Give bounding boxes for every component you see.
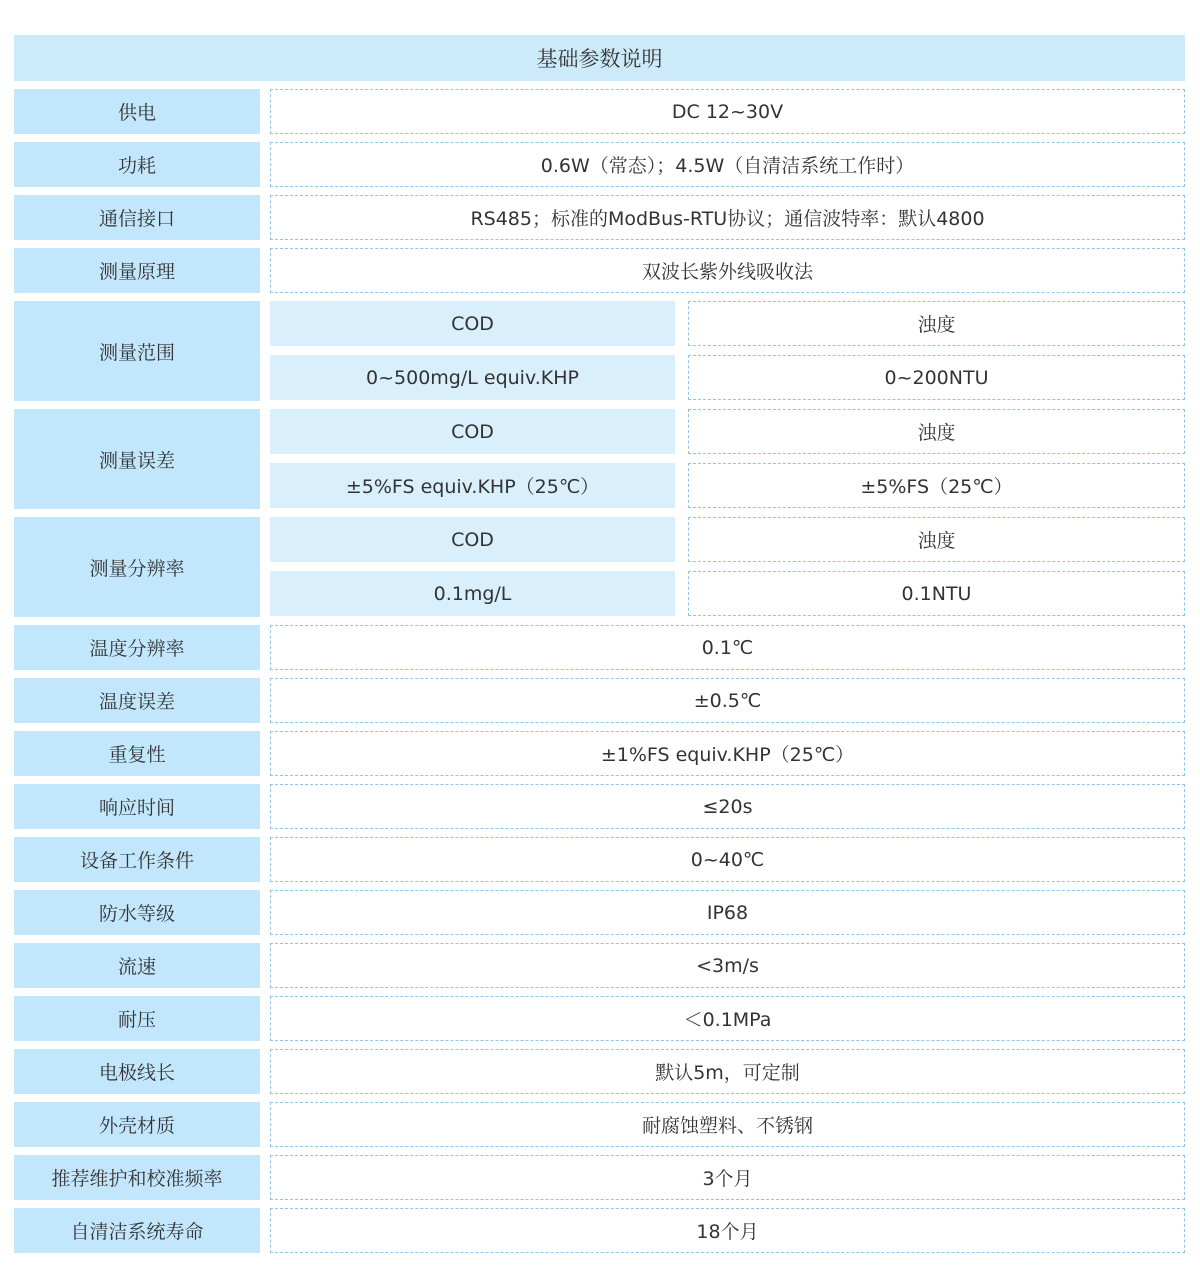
table-row-cleaning-life	[14, 1208, 1185, 1253]
cod-header: COD	[270, 301, 675, 346]
row-label: 防水等级	[14, 890, 260, 935]
row-value: IP68	[270, 890, 1185, 935]
table-row-communication	[14, 195, 1185, 240]
table-row-waterproof	[14, 890, 1185, 935]
row-value: <3m/s	[270, 943, 1185, 988]
row-label: 测量分辨率	[14, 517, 260, 617]
sub-grid	[270, 409, 1185, 509]
row-value: ±0.5℃	[270, 678, 1185, 723]
turbidity-header: 浊度	[688, 301, 1185, 346]
row-label: 电极线长	[14, 1049, 260, 1094]
table-row-error	[14, 409, 1185, 509]
table-row-power-consumption	[14, 142, 1185, 187]
table-row-operating-conditions	[14, 837, 1185, 882]
table-row-principle	[14, 248, 1185, 293]
row-label: 自清洁系统寿命	[14, 1208, 260, 1253]
table-row-housing-material	[14, 1102, 1185, 1147]
row-label: 温度分辨率	[14, 625, 260, 670]
row-value: 双波长紫外线吸收法	[270, 248, 1185, 293]
row-label: 温度误差	[14, 678, 260, 723]
row-value: 3个月	[270, 1155, 1185, 1200]
row-value: 默认5m，可定制	[270, 1049, 1185, 1094]
spec-table	[14, 35, 1185, 1261]
row-value: ＜0.1MPa	[270, 996, 1185, 1041]
row-label: 测量原理	[14, 248, 260, 293]
table-row-temp-resolution	[14, 625, 1185, 670]
row-value: 0.1℃	[270, 625, 1185, 670]
table-row-response-time	[14, 784, 1185, 829]
row-value: RS485；标准的ModBus-RTU协议；通信波特率：默认4800	[270, 195, 1185, 240]
table-row-power-supply	[14, 89, 1185, 134]
row-label: 通信接口	[14, 195, 260, 240]
row-label: 耐压	[14, 996, 260, 1041]
row-label: 响应时间	[14, 784, 260, 829]
turbidity-value: 0.1NTU	[688, 571, 1185, 616]
row-label: 测量范围	[14, 301, 260, 401]
row-value: 0~40℃	[270, 837, 1185, 882]
row-value: 耐腐蚀塑料、不锈钢	[270, 1102, 1185, 1147]
cod-value: 0~500mg/L equiv.KHP	[270, 355, 675, 400]
cod-value: 0.1mg/L	[270, 571, 675, 616]
cod-value: ±5%FS equiv.KHP（25℃）	[270, 463, 675, 508]
table-row-temp-error	[14, 678, 1185, 723]
row-value: 18个月	[270, 1208, 1185, 1253]
table-row-repeatability	[14, 731, 1185, 776]
turbidity-header: 浊度	[688, 517, 1185, 562]
table-row-flow-rate	[14, 943, 1185, 988]
row-label: 供电	[14, 89, 260, 134]
sub-grid	[270, 301, 1185, 401]
cod-header: COD	[270, 409, 675, 454]
row-value: 0.6W（常态）；4.5W（自清洁系统工作时）	[270, 142, 1185, 187]
turbidity-header: 浊度	[688, 409, 1185, 454]
row-label: 推荐维护和校准频率	[14, 1155, 260, 1200]
row-label: 设备工作条件	[14, 837, 260, 882]
sub-grid	[270, 517, 1185, 617]
row-label: 测量误差	[14, 409, 260, 509]
turbidity-value: 0~200NTU	[688, 355, 1185, 400]
row-value: ≤20s	[270, 784, 1185, 829]
cod-header: COD	[270, 517, 675, 562]
row-label: 功耗	[14, 142, 260, 187]
table-row-resolution	[14, 517, 1185, 617]
table-row-pressure	[14, 996, 1185, 1041]
table-row-cable-length	[14, 1049, 1185, 1094]
table-row-range	[14, 301, 1185, 401]
table-title: 基础参数说明	[14, 35, 1185, 81]
row-label: 重复性	[14, 731, 260, 776]
row-label: 流速	[14, 943, 260, 988]
table-row-maintenance	[14, 1155, 1185, 1200]
row-value: DC 12~30V	[270, 89, 1185, 134]
row-value: ±1%FS equiv.KHP（25℃）	[270, 731, 1185, 776]
turbidity-value: ±5%FS（25℃）	[688, 463, 1185, 508]
row-label: 外壳材质	[14, 1102, 260, 1147]
